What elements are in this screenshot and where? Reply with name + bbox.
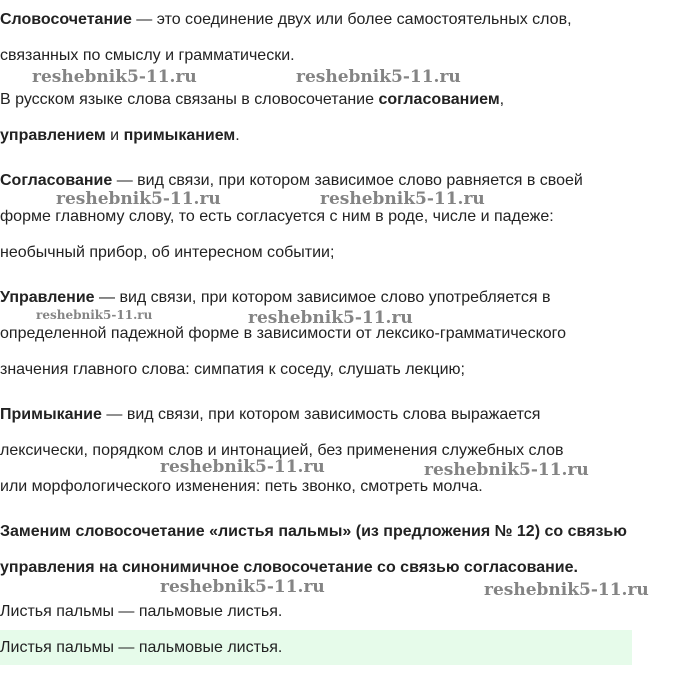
term-upravlenie: Управление	[0, 289, 95, 306]
definition-primykanie-line3: или морфологического изменения: петь звонко, смотреть молча.	[0, 478, 483, 495]
term-primykanie-inline: примыканием	[123, 127, 236, 144]
watermark: reshebnik5-11.ru	[424, 460, 589, 480]
types-line2	[0, 126, 240, 146]
watermark: reshebnik5-11.ru	[56, 189, 221, 209]
types-line1	[0, 90, 504, 110]
task-line1: Заменим словосочетание «листья пальмы» (из предложения № 12) со связью	[0, 523, 627, 540]
watermark: reshebnik5-11.ru	[248, 308, 413, 328]
definition-primykanie-line2: лексически, порядком слов и интонацией, без применения служебных слов	[0, 442, 564, 459]
watermark: reshebnik5-11.ru	[32, 67, 197, 87]
example-soglasovanie: необычный прибор, об интересном событии;	[0, 244, 335, 261]
period: .	[235, 127, 240, 144]
definition-soglasovanie-line1	[0, 171, 583, 191]
task-line2: управления на синонимичное словосочетание со связью согласование.	[0, 559, 578, 576]
watermark: reshebnik5-11.ru	[160, 577, 325, 597]
types-text: В русском языке слова связаны в словосочетание	[0, 91, 379, 108]
watermark: reshebnik5-11.ru	[296, 67, 461, 87]
term-slovosochetanie: Словосочетание	[0, 11, 132, 28]
definition-slovosochetanie-line1	[0, 10, 572, 30]
term-soglasovanie: Согласование	[0, 172, 113, 189]
definition-text: — это соединение двух или более самостоятельных слов,	[131, 11, 572, 28]
watermark: reshebnik5-11.ru	[160, 457, 325, 477]
answer-text: Листья пальмы — пальмовые листья.	[0, 639, 283, 656]
definition-text: — вид связи, при котором зависимость слова выражается	[101, 406, 541, 423]
term-upravlenie-inline: управлением	[0, 127, 106, 144]
watermark: reshebnik5-11.ru	[36, 308, 153, 322]
term-primykanie: Примыкание	[0, 406, 102, 423]
definition-text: — вид связи, при котором зависимое слово равняется в своей	[112, 172, 583, 189]
comma: ,	[499, 91, 505, 108]
answer-box	[0, 630, 632, 665]
definition-upravlenie-line2: определенной падежной форме в зависимости от лексико-грамматического	[0, 325, 567, 342]
definition-text: — вид связи, при котором зависимое слово употребляется в	[94, 289, 551, 306]
result-text: Листья пальмы — пальмовые листья.	[0, 603, 283, 620]
definition-soglasovanie-line2: форме главному слову, то есть согласуется с ним в роде, числе и падеже:	[0, 208, 554, 225]
definition-slovosochetanie-line2: связанных по смыслу и грамматически.	[0, 47, 295, 64]
definition-upravlenie-line3: значения главного слова: симпатия к соседу, слушать лекцию;	[0, 361, 465, 378]
term-soglasovanie-inline: согласованием	[378, 91, 500, 108]
watermark: reshebnik5-11.ru	[484, 580, 649, 600]
watermark: reshebnik5-11.ru	[320, 189, 485, 209]
definition-primykanie-line1	[0, 405, 540, 425]
conjunction: и	[105, 127, 124, 144]
